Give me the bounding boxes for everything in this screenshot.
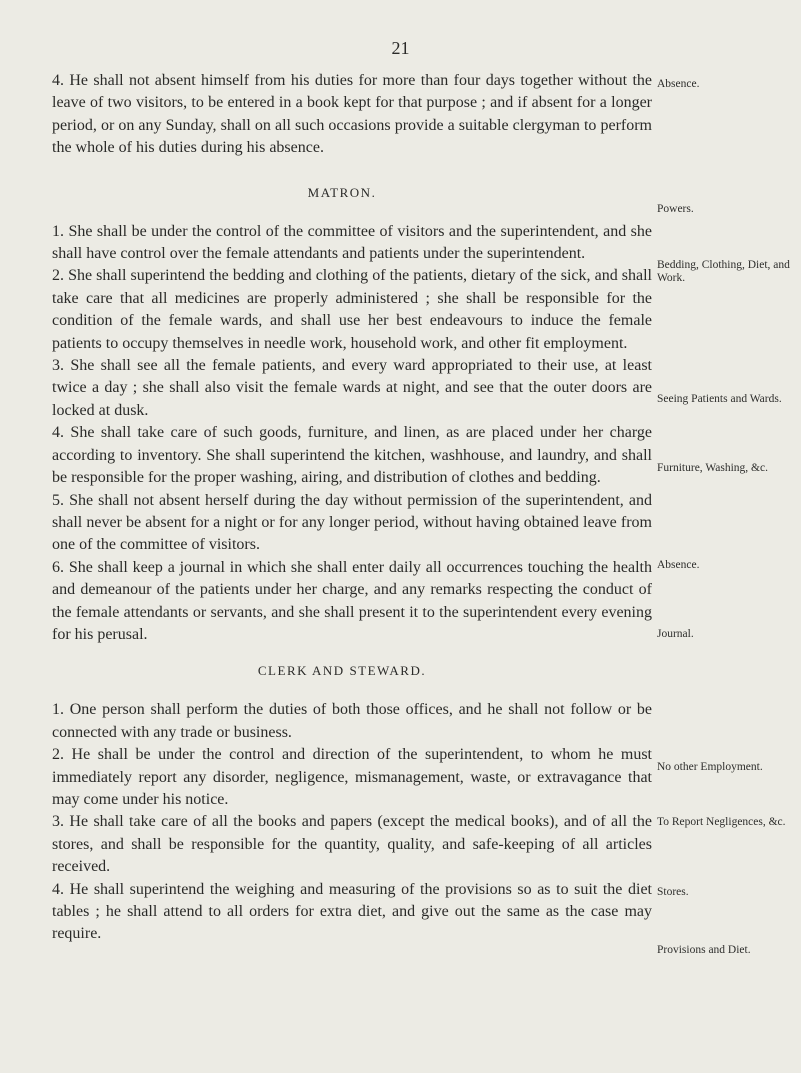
paragraph-matron-4: 4. She shall take care of such goods, furniture, and linen, as are placed under her charge according to inventory. She shall superintend the kitchen, washhouse, and laundry, and shall be responsible for the proper washing, airing, and distribution of clothes and bedding. xyxy=(52,424,652,487)
paragraph-matron-5: 5. She shall not absent herself during the day without permission of the superintendent, and shall never be absent for a night or for any longer period, without having obtained leave from one of the committee of visitors. xyxy=(52,491,652,554)
margin-note-stores: Stores. xyxy=(657,886,689,898)
section-heading-matron: MATRON. xyxy=(307,184,377,200)
paragraph-chaplain-absence: 4. He shall not absent himself from his duties for more than four days together without the leave of two visitors, to be entered in a book kept for that purpose ; and if absent for a longer period, or on any Sunday, shall on all such occasions provide a suitable clergyman to perform the whole of his duties during his absence. xyxy=(52,72,652,157)
margin-note-powers: Powers. xyxy=(657,203,694,215)
paragraph-clerk-1: 1. One person shall perform the duties of both those offices, and he shall not follow or be connected with any trade or business. xyxy=(52,701,652,741)
paragraph-clerk-2: 2. He shall be under the control and direction of the superintendent, to whom he must immediately report any disorder, negligence, mismanagement, waste, or extravagance that may come under his notice. xyxy=(52,746,652,808)
section-heading-clerk-and-steward: CLERK AND STEWARD. xyxy=(257,663,427,679)
page-number: 21 xyxy=(391,38,410,58)
margin-note-seeing-patients: Seeing Patients and Wards. xyxy=(657,393,782,405)
paragraph-clerk-3: 3. He shall take care of all the books and papers (except the medical books), and of all the stores, and shall be responsible for the quantity, quality, and safe-keeping of all articles received. xyxy=(52,813,652,876)
margin-note-absence: Absence. xyxy=(657,78,700,90)
margin-note-bedding: Bedding, Clothing, Diet, and Work. xyxy=(657,259,790,284)
margin-note-furniture: Furniture, Washing, &c. xyxy=(657,462,768,474)
paragraph-matron-6: 6. She shall keep a journal in which she shall enter daily all occurrences touching the health and demeanour of the patients under her charge, and any remarks respecting the conduct of the female attendants or servants, and she shall present it to the superintendent every evening for his perusal. xyxy=(52,558,652,643)
margin-note-journal: Journal. xyxy=(657,628,694,640)
paragraph-clerk-4: 4. He shall superintend the weighing and measuring of the provisions so as to suit the diet tables ; he shall attend to all orders for extra diet, and give out the same as the case may require. xyxy=(52,880,652,943)
paragraph-matron-3: 3. She shall see all the female patients, and every ward appropriated to their use, at least twice a day ; she shall also visit the female wards at night, and see that the outer doors are locked at dusk. xyxy=(52,357,652,419)
margin-note-to-report: To Report Negligences, &c. xyxy=(657,816,786,828)
paragraph-matron-2: 2. She shall superintend the bedding and clothing of the patients, dietary of the sick, and shall take care that all medicines are properly administered ; she shall be responsible for the condition of the female wards, and shall use her best endeavours to induce the female patients to occupy themselves in needle work, household work, and other fit employment. xyxy=(52,267,652,352)
body-text xyxy=(52,70,652,946)
margin-note-absence-matron: Absence. xyxy=(657,559,700,571)
margin-note-no-other-employment: No other Employment. xyxy=(657,761,763,773)
margin-note-provisions: Provisions and Diet. xyxy=(657,944,751,956)
paragraph-matron-1: 1. She shall be under the control of the committee of visitors and the superintendent, and she shall have control over the female attendants and patients under the superintendent. xyxy=(52,222,652,263)
